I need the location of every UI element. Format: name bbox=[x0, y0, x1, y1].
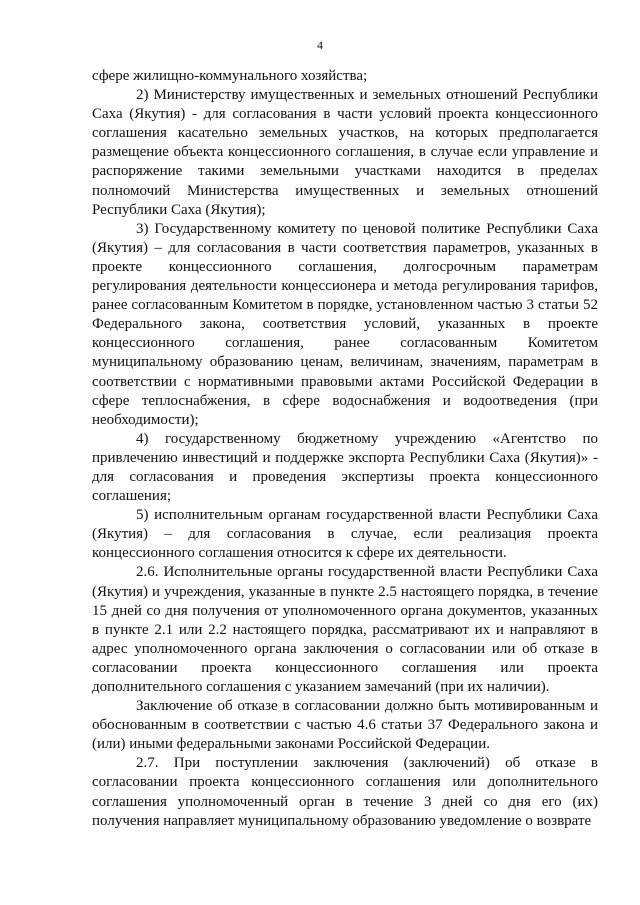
paragraph-item-2: 2) Министерству имущественных и земельных отношений Республики Саха (Якутия) - для согласования в части условий проекта концессионного соглашения касательно земельных участков, на которых предполагается размещение объекта концессионного соглашения, в случае если управление и распоряжение такими земельными участками находится в пределах полномочий Министерства имущественных и земельных отношений Республики Саха (Якутия); bbox=[92, 87, 598, 218]
paragraph-item-3: 3) Государственному комитету по ценовой политике Республики Саха (Якутия) – для согласования в части соответствия параметров, указанных в проекте концессионного соглашения, долгосрочным параметрам регулирования деятельности концессионера и метода регулирования тарифов, ранее согласованным Комитетом в порядке, установленном частью 3 статьи 52 Федерального закона, соответствия условий, указанных в проекте концессионного соглашения, ранее согласованным Комитетом муниципальному образованию ценам, величинам, значениям, параметрам в соответствии с нормативными правовыми актами Российской Федерации в сфере теплоснабжения, в сфере водоснабжения и водоотведения (при необходимости); bbox=[92, 220, 598, 428]
paragraph-item-5: 5) исполнительным органам государственной власти Республики Саха (Якутия) – для согласования в случае, если реализация проекта концессионного соглашения относится к сфере их деятельности. bbox=[92, 507, 598, 562]
paragraph-continuation: сфере жилищно-коммунального хозяйства; bbox=[92, 68, 368, 84]
paragraph-item-4: 4) государственному бюджетному учреждению «Агентство по привлечению инвестиций и поддержке экспорта Республики Саха (Якутия)» - для согласования и проведения экспертизы проекта концессионного соглашения; bbox=[92, 430, 598, 505]
paragraph-section-2-7: 2.7. При поступлении заключения (заключений) об отказе в согласовании проекта концессионного соглашения или дополнительного соглашения уполномоченный орган в течение 3 дней со дня его (их) получения направляет муниципальному образованию уведомление о возврате bbox=[92, 755, 598, 829]
paragraph-section-2-6: 2.6. Исполнительные органы государственной власти Республики Саха (Якутия) и учреждения, указанные в пункте 2.5 настоящего порядка, в течение 15 дней со дня получения от уполномоченного органа документов, указанных в пункте 2.1 или 2.2 настоящего порядка, рассматривают их и направляют в адрес уполномоченного органа заключения о согласовании или об отказе в согласовании проекта концессионного соглашения или проекта дополнительного соглашения с указанием замечаний (при их наличии). bbox=[92, 564, 598, 695]
document-body bbox=[92, 67, 598, 831]
page-number: 4 bbox=[317, 38, 323, 52]
paragraph-refusal-conclusion: Заключение об отказе в согласовании должно быть мотивированным и обоснованным в соответствии с частью 4.6 статьи 37 Федерального закона и (или) иными федеральными законами Российской Федерации. bbox=[92, 698, 598, 753]
